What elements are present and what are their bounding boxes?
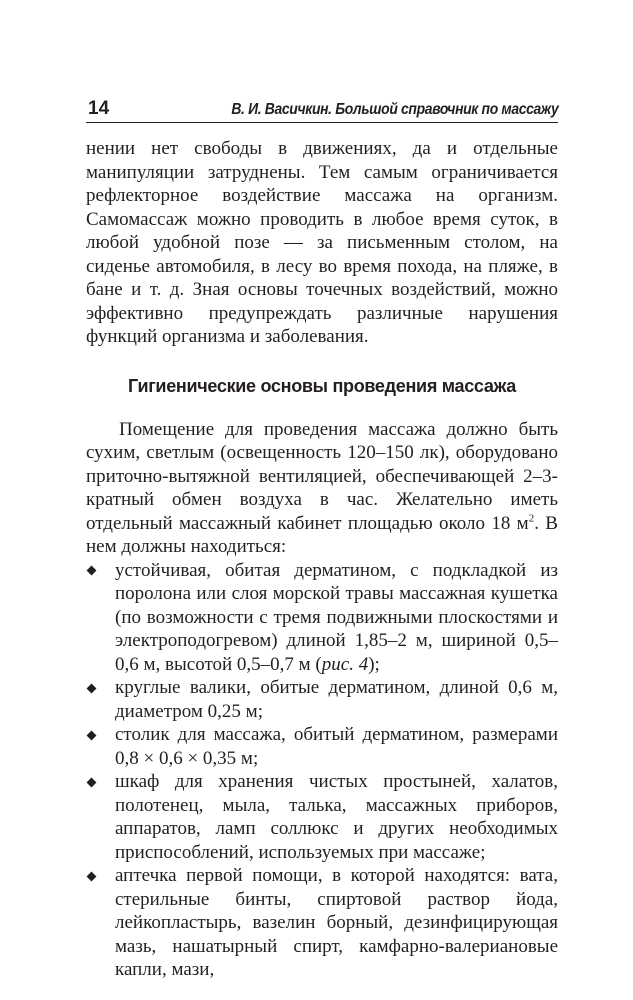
list-item-text: круглые валики, обитые дерматином, длиной 0,6 м, диаметром 0,25 м;: [115, 677, 558, 722]
list-item-text: шкаф для хранения чистых простыней, халатов, полотенец, мыла, талька, массажных приборов, аппаратов, ламп соллюкс и других необходимых приспособлений, используемых при массаже;: [115, 771, 558, 863]
list-item-text: устойчивая, обитая дерматином, с подкладкой из поролона или слоя морской травы массажная кушетка (по возможности с тремя подвижными плоскостями и электроподогревом) длиной 1,85–2 м, шириной 0,5–0,6 м, высотой 0,5–0,7 м (: [115, 559, 558, 675]
continued-paragraph: нении нет свободы в движениях, да и отдельные манипуляции затруднены. Тем самым ограничивается рефлекторное воздействие массажа на организм. Самомассаж можно проводить в любое время суток, в любой удобной позе — за письменным столом, на сиденье автомобиля, в лесу во время похода, на пляже, в бане и т. д. Зная основы точечных воздействий, можно эффективно предупреждать различные нарушения функций организма и заболевания.: [86, 138, 558, 347]
section-heading: Гигиенические основы проведения массажа: [128, 375, 516, 396]
list-item: [86, 864, 558, 982]
diamond-bullet-icon: [86, 566, 96, 576]
page-number: 14: [88, 98, 110, 119]
intro-text: Помещение для проведения массажа должно быть сухим, светлым (освещенность 120–150 лк), оборудовано приточно-вытяжной вентиляцией, обеспечивающей 2–3-кратный обмен воздуха в час. Желательно иметь отдельный массажный кабинет площадью около 18 м: [86, 418, 558, 534]
figure-reference: рис. 4: [321, 653, 369, 675]
list-item: [86, 559, 558, 677]
intro-paragraph: [86, 418, 558, 559]
list-item: [86, 676, 558, 723]
diamond-bullet-icon: [86, 730, 96, 740]
diamond-bullet-icon: [86, 683, 96, 693]
running-header: [86, 96, 558, 123]
body-text: [86, 137, 558, 982]
list-item: [86, 770, 558, 864]
superscript-two: 2: [528, 512, 535, 525]
running-title: В. И. Васичкин. Большой справочник по массажу: [230, 101, 558, 118]
list-item-text: аптечка первой помощи, в которой находятся: вата, стерильные бинты, спиртовой раствор йода, лейкопластырь, вазелин борный, дезинфицирующая мазь, нашатырный спирт, камфарно-валериановые капли, мази,: [115, 865, 558, 980]
diamond-bullet-icon: [86, 871, 96, 881]
intro-text-end: . В нем должны находиться:: [86, 512, 558, 557]
book-page: [86, 96, 558, 982]
equipment-list: [86, 559, 558, 982]
diamond-bullet-icon: [86, 777, 96, 787]
list-item-text-end: );: [368, 653, 380, 675]
list-item-text: столик для массажа, обитый дерматином, размерами 0,8 × 0,6 × 0,35 м;: [115, 724, 558, 769]
list-item: [86, 723, 558, 770]
